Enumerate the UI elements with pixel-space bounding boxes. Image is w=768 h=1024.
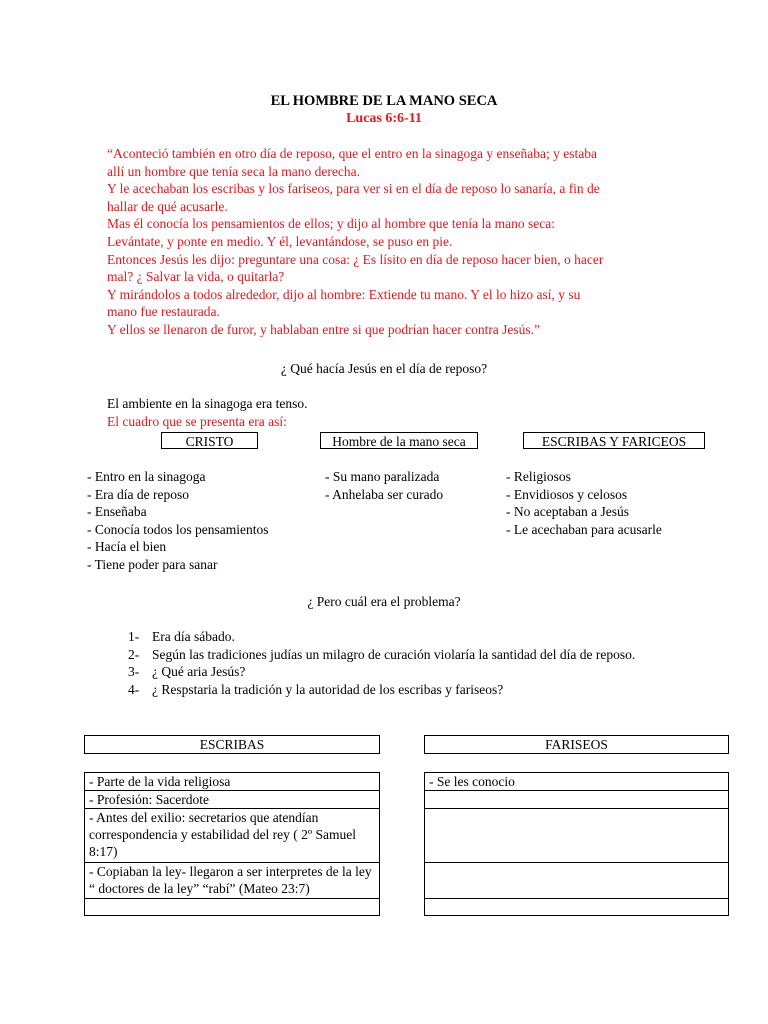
cristo-list <box>87 468 268 574</box>
fariseos-table <box>424 772 729 916</box>
table-row <box>425 899 729 916</box>
table-cell <box>425 809 729 863</box>
escribas-fariseos-list <box>506 468 662 538</box>
question-sabbath: ¿ Qué hacía Jesús en el día de reposo? <box>280 361 488 376</box>
list-item: - Era día de reposo <box>87 486 189 502</box>
item-number: 3- <box>128 664 140 680</box>
table-cell: - Copiaban la ley- llegaron a ser interpretes de la ley “ doctores de la ley” “rabí” (Mateo 23:7) <box>85 863 380 899</box>
table-cell <box>425 899 729 916</box>
verse-line: hallar de qué acusarle. <box>107 198 228 214</box>
scripture-passage <box>107 145 667 339</box>
question-problem: ¿ Pero cuál era el problema? <box>307 594 461 609</box>
list-item: - Tiene poder para sanar <box>87 556 218 572</box>
table-row <box>85 863 380 899</box>
list-item <box>128 628 672 646</box>
table-row <box>85 791 380 809</box>
list-item: - Religiosos <box>506 469 571 484</box>
scripture-reference: Lucas 6:6-11 <box>346 111 422 126</box>
verse-line: Y ellos se llenaron de furor, y hablaban entre si que podrían hacer contra Jesús.” <box>107 321 541 337</box>
table-cell: - Profesión: Sacerdote <box>85 791 380 809</box>
table-row <box>425 863 729 899</box>
table-cell: - Parte de la vida religiosa <box>85 773 380 791</box>
verse-line: allí un hombre que tenía seca la mano derecha. <box>107 163 361 179</box>
verse-line: Y mirándolos a todos alrededor, dijo al hombre: Extiende tu mano. Y el lo hizo así, y su <box>107 286 581 302</box>
list-item: - Su mano paralizada <box>325 469 440 484</box>
table-cell <box>425 791 729 809</box>
list-item: - Le acechaban para acusarle <box>506 521 662 537</box>
table-cell: - Se les conocio <box>425 773 729 791</box>
verse-line: Entonces Jesús les dijo: preguntare una cosa: ¿ Es lísito en día de reposo hacer bien, o hacer <box>107 251 604 267</box>
escribas-table-header: ESCRIBAS <box>84 735 380 754</box>
fariseos-table-header: FARISEOS <box>424 735 729 754</box>
table-cell <box>85 899 380 916</box>
list-item <box>128 681 672 699</box>
list-item <box>128 646 672 664</box>
item-number: 4- <box>128 681 140 697</box>
verse-line: “Aconteció también en otro día de reposo, que el entro en la sinagoga y enseñaba; y estaba <box>107 146 597 161</box>
cristo-header: CRISTO <box>161 432 258 449</box>
table-row <box>425 773 729 791</box>
table-row <box>85 809 380 863</box>
verse-line: mano fue restaurada. <box>107 304 220 320</box>
escribas-fariseos-header: ESCRIBAS Y FARICEOS <box>523 432 705 449</box>
problem-list <box>128 628 672 698</box>
list-item: - Entro en la sinagoga <box>87 469 206 484</box>
list-item: - Conocía todos los pensamientos <box>87 521 269 537</box>
table-cell: - Antes del exilio: secretarios que atendían correspondencia y estabilidad del rey ( 2º Samuel 8:17) <box>85 809 380 863</box>
table-row <box>85 899 380 916</box>
hombre-list <box>325 468 443 503</box>
list-item: - Anhelaba ser curado <box>325 486 444 502</box>
table-row <box>85 773 380 791</box>
table-row <box>425 809 729 863</box>
item-number: 2- <box>128 646 140 662</box>
list-item: - Enseñaba <box>87 504 147 520</box>
cuadro-text: El cuadro que se presenta era así: <box>107 414 287 429</box>
list-item <box>128 663 672 681</box>
ambiente-text: El ambiente en la sinagoga era tenso. <box>107 396 308 411</box>
list-item: - No aceptaban a Jesús <box>506 504 629 520</box>
item-text: Según las tradiciones judías un milagro de curación violaría la santidad del día de reposo. <box>152 646 636 662</box>
item-text: ¿ Qué aria Jesús? <box>152 664 246 680</box>
item-text: ¿ Respstaria la tradición y la autoridad de los escribas y fariseos? <box>152 681 504 697</box>
verse-line: Levántate, y ponte en medio. Y él, levantándose, se puso en pie. <box>107 233 453 249</box>
item-number: 1- <box>128 629 140 644</box>
verse-line: mal? ¿ Salvar la vida, o quitarla? <box>107 269 285 285</box>
item-text: Era día sábado. <box>152 629 235 644</box>
table-cell <box>425 863 729 899</box>
list-item: - Envidiosos y celosos <box>506 486 628 502</box>
verse-line: Mas él conocía los pensamientos de ellos; y dijo al hombre que tenía la mano seca: <box>107 216 555 232</box>
table-row <box>425 791 729 809</box>
escribas-table <box>84 772 380 916</box>
verse-line: Y le acechaban los escribas y los fariseos, para ver si en el día de reposo lo sanaría, a fin de <box>107 181 600 197</box>
document-title: EL HOMBRE DE LA MANO SECA <box>270 93 498 109</box>
list-item: - Hacía el bien <box>87 539 167 555</box>
hombre-header: Hombre de la mano seca <box>320 432 478 449</box>
